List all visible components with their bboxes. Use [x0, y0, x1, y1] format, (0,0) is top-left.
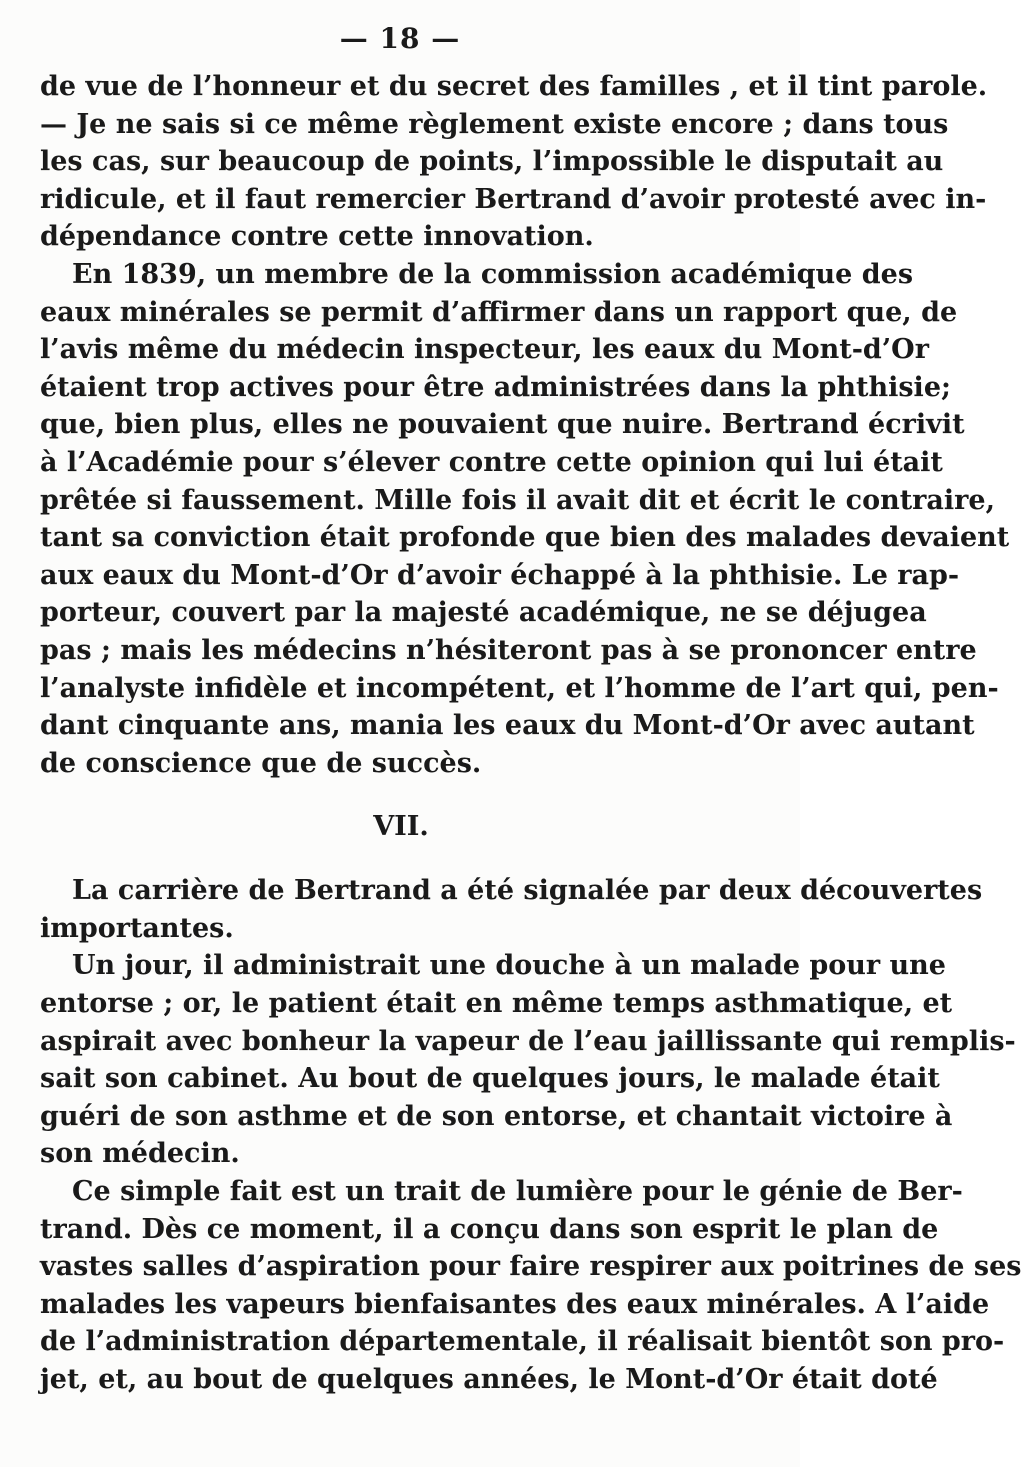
- text-line: trand. Dès ce moment, il a conçu dans son esprit le plan de: [40, 1213, 939, 1245]
- text-line: jet, et, au bout de quelques années, le Mont-d’Or était doté: [40, 1364, 938, 1395]
- page-number: — 18 —: [339, 22, 461, 55]
- text-line: — Je ne sais si ce même règlement existe encore ; dans tous: [40, 108, 949, 140]
- text-line: porteur, couvert par la majesté académique, ne se déjugea: [40, 597, 927, 629]
- text-line: étaient trop actives pour être administrées dans la phthisie;: [40, 371, 951, 403]
- body-text: [40, 68, 1021, 1399]
- text-line: tant sa conviction était profonde que bien des malades devaient: [40, 522, 1010, 554]
- text-line: dépendance contre cette innovation.: [40, 221, 594, 253]
- text-line: les cas, sur beaucoup de points, l’impossible le disputait au: [40, 146, 944, 178]
- text-line: malades les vapeurs bienfaisantes des eaux minérales. A l’aide: [40, 1288, 990, 1320]
- text-line: l’analyste infidèle et incompétent, et l’homme de l’art qui, pen-: [40, 672, 999, 704]
- text-line: pas ; mais les médecins n’hésiteront pas à se prononcer entre: [40, 634, 977, 666]
- paragraph: [40, 1173, 1021, 1399]
- paragraph: [40, 947, 1016, 1173]
- paragraph: [40, 872, 983, 947]
- text-line: entorse ; or, le patient était en même temps asthmatique, et: [40, 988, 953, 1020]
- text-line: Ce simple fait est un trait de lumière pour le génie de Ber-: [72, 1176, 963, 1208]
- section-heading: VII.: [373, 811, 429, 843]
- text-line: à l’Académie pour s’élever contre cette opinion qui lui était: [40, 446, 943, 478]
- text-line: guéri de son asthme et de son entorse, et chantait victoire à: [40, 1100, 953, 1132]
- text-line: sait son cabinet. Au bout de quelques jours, le malade était: [40, 1063, 940, 1095]
- text-line: ridicule, et il faut remercier Bertrand d’avoir protesté avec in-: [40, 183, 987, 215]
- paragraph: [40, 256, 1010, 782]
- text-line: En 1839, un membre de la commission académique des: [72, 258, 914, 290]
- text-line: importantes.: [40, 912, 234, 944]
- text-line: La carrière de Bertrand a été signalée par deux découvertes: [72, 875, 983, 907]
- text-line: prêtée si faussement. Mille fois il avait dit et écrit le contraire,: [40, 484, 995, 516]
- text-line: que, bien plus, elles ne pouvaient que nuire. Bertrand écrivit: [40, 409, 965, 441]
- text-line: de vue de l’honneur et du secret des familles , et il tint parole.: [40, 71, 988, 102]
- text-line: de conscience que de succès.: [40, 747, 482, 779]
- text-line: son médecin.: [40, 1138, 240, 1170]
- text-line: Un jour, il administrait une douche à un malade pour une: [72, 950, 946, 982]
- text-line: l’avis même du médecin inspecteur, les eaux du Mont-d’Or: [40, 334, 929, 366]
- paragraph: [40, 68, 988, 256]
- text-line: dant cinquante ans, mania les eaux du Mont-d’Or avec autant: [40, 710, 975, 742]
- text-line: vastes salles d’aspiration pour faire respirer aux poitrines de ses: [40, 1251, 1021, 1283]
- text-line: eaux minérales se permit d’affirmer dans un rapport que, de: [40, 296, 958, 328]
- text-line: de l’administration départementale, il réalisait bientôt son pro-: [40, 1326, 1005, 1358]
- text-line: aux eaux du Mont-d’Or d’avoir échappé à la phthisie. Le rap-: [40, 559, 960, 591]
- text-line: aspirait avec bonheur la vapeur de l’eau jaillissante qui remplis-: [40, 1025, 1016, 1057]
